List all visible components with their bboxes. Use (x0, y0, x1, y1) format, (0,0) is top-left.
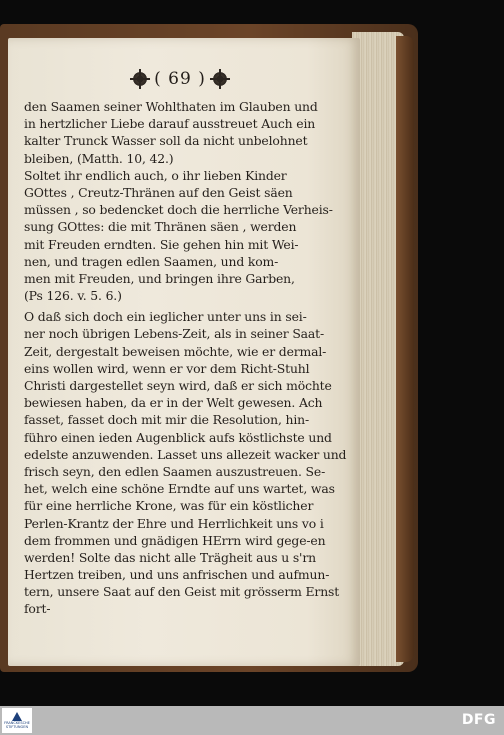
text-line: sung GOttes: die mit Thränen säen , werden (24, 219, 297, 235)
text-line: Perlen-Krantz der Ehre und Herrlichkeit uns vo i (24, 515, 324, 531)
text-line: nen, und tragen edlen Saamen, und kom- (24, 253, 279, 269)
text-line: dem frommen und gnädigen HErrn wird gege-en (24, 532, 326, 548)
text-line: bewiesen haben, da er in der Welt gewesen. Ach (24, 395, 323, 411)
viewer-footer-bar (0, 706, 504, 735)
logo-mark-icon (12, 712, 22, 721)
text-line: müssen , so bedencket doch die herrliche Verheis- (24, 202, 333, 218)
dfg-logo[interactable]: DFG (461, 712, 496, 728)
text-line: Hertzen treiben, und uns anfrischen und aufmun- (24, 567, 330, 583)
text-line: Zeit, dergestalt beweisen möchte, wie er dermal- (24, 343, 327, 359)
text-line: het, welch eine schöne Erndte auf uns wartet, was (24, 481, 335, 497)
text-line: eins wollen wird, wenn er vor dem Richt-Stuhl (24, 360, 310, 376)
left-ornament-icon (132, 71, 148, 87)
text-line: bleiben, (Matth. 10, 42.) (24, 150, 174, 166)
text-line: GOttes , Creutz-Thränen auf den Geist säen (24, 184, 293, 200)
text-line: fasset, fasset doch mit mir die Resolution, hin- (24, 412, 310, 428)
text-line: edelste anzuwenden. Lasset uns allezeit wacker und (24, 446, 347, 462)
text-line: werden! Solte das nicht alle Trägheit aus u s'rn (24, 549, 316, 565)
franckesche-stiftungen-logo[interactable] (2, 708, 32, 733)
text-line: men mit Freuden, und bringen ihre Garben, (24, 270, 295, 286)
page-number: ( 69 ) (154, 69, 206, 89)
text-line: mit Freuden erndten. Sie gehen hin mit Wei- (24, 236, 299, 252)
text-line: (Ps 126. v. 5. 6.) (24, 288, 122, 304)
page-text (24, 98, 347, 618)
text-line: frisch seyn, den edlen Saamen auszustreuen. Se- (24, 463, 326, 479)
text-line: in hertzlicher Liebe darauf ausstreuet Auch ein (24, 116, 316, 132)
text-line: für eine herrliche Krone, was für ein köstlicher (24, 498, 314, 514)
text-line: führo einen ieden Augenblick aufs köstlichste und (24, 429, 332, 445)
text-line: O daß sich doch ein ieglicher unter uns in sei- (24, 309, 307, 325)
text-line: kalter Trunck Wasser soll da nicht unbelohnet (24, 133, 308, 149)
text-line: ner noch übrigen Lebens-Zeit, als in seiner Saat- (24, 326, 325, 342)
text-line: Soltet ihr endlich auch, o ihr lieben Kinder (24, 167, 287, 183)
right-ornament-icon (212, 71, 228, 87)
text-line: Christi dargestellet seyn wird, daß er sich möchte (24, 378, 332, 393)
catchword: fort- (24, 601, 51, 617)
logo-caption: FRANCKESCHE STIFTUNGEN (4, 721, 30, 729)
page-header (120, 68, 240, 90)
book-binding-edge (396, 36, 414, 662)
text-line: tern, unsere Saat auf den Geist mit grösserm Ernst (24, 584, 340, 600)
text-line: den Saamen seiner Wohlthaten im Glauben und (24, 99, 318, 114)
